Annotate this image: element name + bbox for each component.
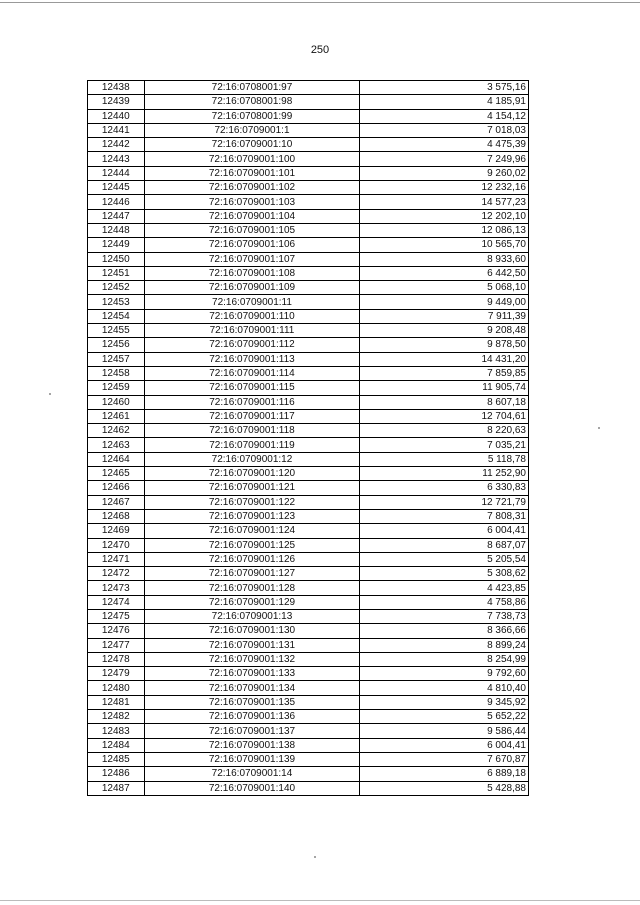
cadastral-number-cell: 72:16:0709001:134 (144, 681, 360, 695)
cadastral-number-cell: 72:16:0709001:105 (144, 223, 360, 237)
value-cell: 5 118,78 (360, 452, 529, 466)
value-cell: 9 586,44 (360, 724, 529, 738)
value-cell: 11 252,90 (360, 467, 529, 481)
table-body (88, 81, 529, 796)
row-number-cell: 12442 (88, 138, 145, 152)
cadastral-number-cell: 72:16:0709001:1 (144, 123, 360, 137)
table-row (88, 295, 529, 309)
row-number-cell: 12485 (88, 752, 145, 766)
cadastral-number-cell: 72:16:0709001:104 (144, 209, 360, 223)
row-number-cell: 12469 (88, 524, 145, 538)
table-row (88, 252, 529, 266)
row-number-cell: 12476 (88, 624, 145, 638)
row-number-cell: 12463 (88, 438, 145, 452)
value-cell: 8 366,66 (360, 624, 529, 638)
table-row (88, 395, 529, 409)
cadastral-number-cell: 72:16:0709001:114 (144, 366, 360, 380)
value-cell: 4 475,39 (360, 138, 529, 152)
cadastral-number-cell: 72:16:0709001:136 (144, 710, 360, 724)
cadastral-number-cell: 72:16:0709001:11 (144, 295, 360, 309)
table-row (88, 481, 529, 495)
table-row (88, 695, 529, 709)
row-number-cell: 12448 (88, 223, 145, 237)
value-cell: 5 652,22 (360, 710, 529, 724)
cadastral-number-cell: 72:16:0709001:12 (144, 452, 360, 466)
value-cell: 8 220,63 (360, 424, 529, 438)
value-cell: 8 899,24 (360, 638, 529, 652)
value-cell: 7 859,85 (360, 366, 529, 380)
row-number-cell: 12464 (88, 452, 145, 466)
table-row (88, 710, 529, 724)
value-cell: 14 577,23 (360, 195, 529, 209)
row-number-cell: 12440 (88, 109, 145, 123)
row-number-cell: 12455 (88, 324, 145, 338)
value-cell: 12 721,79 (360, 495, 529, 509)
row-number-cell: 12480 (88, 681, 145, 695)
value-cell: 9 449,00 (360, 295, 529, 309)
row-number-cell: 12443 (88, 152, 145, 166)
row-number-cell: 12465 (88, 467, 145, 481)
cadastral-number-cell: 72:16:0709001:126 (144, 552, 360, 566)
table-row (88, 638, 529, 652)
value-cell: 14 431,20 (360, 352, 529, 366)
row-number-cell: 12481 (88, 695, 145, 709)
value-cell: 7 018,03 (360, 123, 529, 137)
row-number-cell: 12450 (88, 252, 145, 266)
table-row (88, 767, 529, 781)
table-row (88, 738, 529, 752)
table-row (88, 438, 529, 452)
cadastral-number-cell: 72:16:0709001:103 (144, 195, 360, 209)
cadastral-number-cell: 72:16:0709001:137 (144, 724, 360, 738)
table-row (88, 238, 529, 252)
row-number-cell: 12445 (88, 181, 145, 195)
scan-speck (49, 393, 51, 395)
row-number-cell: 12487 (88, 781, 145, 795)
row-number-cell: 12449 (88, 238, 145, 252)
value-cell: 4 758,86 (360, 595, 529, 609)
value-cell: 12 704,61 (360, 409, 529, 423)
table-row (88, 681, 529, 695)
cadastral-number-cell: 72:16:0709001:110 (144, 309, 360, 323)
table-row (88, 338, 529, 352)
value-cell: 8 933,60 (360, 252, 529, 266)
row-number-cell: 12452 (88, 281, 145, 295)
row-number-cell: 12472 (88, 567, 145, 581)
table-row (88, 552, 529, 566)
cadastral-number-cell: 72:16:0709001:121 (144, 481, 360, 495)
row-number-cell: 12471 (88, 552, 145, 566)
table-row (88, 152, 529, 166)
table-row (88, 581, 529, 595)
row-number-cell: 12457 (88, 352, 145, 366)
page-top-rule (0, 2, 640, 3)
row-number-cell: 12446 (88, 195, 145, 209)
value-cell: 7 249,96 (360, 152, 529, 166)
value-cell: 6 442,50 (360, 266, 529, 280)
value-cell: 7 035,21 (360, 438, 529, 452)
table-row (88, 538, 529, 552)
value-cell: 7 670,87 (360, 752, 529, 766)
row-number-cell: 12474 (88, 595, 145, 609)
table-row (88, 524, 529, 538)
row-number-cell: 12473 (88, 581, 145, 595)
scan-speck (598, 427, 600, 429)
row-number-cell: 12479 (88, 667, 145, 681)
cadastral-number-cell: 72:16:0709001:10 (144, 138, 360, 152)
table-row (88, 109, 529, 123)
cadastral-number-cell: 72:16:0709001:130 (144, 624, 360, 638)
cadastral-number-cell: 72:16:0709001:108 (144, 266, 360, 280)
cadastral-number-cell: 72:16:0709001:117 (144, 409, 360, 423)
table-row (88, 424, 529, 438)
table-row (88, 223, 529, 237)
table-row (88, 781, 529, 795)
cadastral-number-cell: 72:16:0709001:119 (144, 438, 360, 452)
value-cell: 4 810,40 (360, 681, 529, 695)
cadastral-number-cell: 72:16:0708001:98 (144, 95, 360, 109)
cadastral-number-cell: 72:16:0709001:132 (144, 652, 360, 666)
cadastral-number-cell: 72:16:0709001:125 (144, 538, 360, 552)
row-number-cell: 12466 (88, 481, 145, 495)
table-row (88, 452, 529, 466)
value-cell: 9 878,50 (360, 338, 529, 352)
cadastral-number-cell: 72:16:0708001:97 (144, 81, 360, 95)
cadastral-number-cell: 72:16:0709001:133 (144, 667, 360, 681)
row-number-cell: 12456 (88, 338, 145, 352)
row-number-cell: 12441 (88, 123, 145, 137)
table-row (88, 352, 529, 366)
page-number: 250 (310, 44, 330, 56)
row-number-cell: 12478 (88, 652, 145, 666)
table-row (88, 181, 529, 195)
row-number-cell: 12447 (88, 209, 145, 223)
table-row (88, 567, 529, 581)
value-cell: 8 254,99 (360, 652, 529, 666)
table-row (88, 495, 529, 509)
cadastral-number-cell: 72:16:0709001:124 (144, 524, 360, 538)
row-number-cell: 12454 (88, 309, 145, 323)
value-cell: 12 202,10 (360, 209, 529, 223)
table-row (88, 324, 529, 338)
table-row (88, 667, 529, 681)
value-cell: 6 004,41 (360, 524, 529, 538)
table-row (88, 366, 529, 380)
row-number-cell: 12462 (88, 424, 145, 438)
cadastral-number-cell: 72:16:0709001:113 (144, 352, 360, 366)
table-row (88, 752, 529, 766)
value-cell: 7 911,39 (360, 309, 529, 323)
cadastral-number-cell: 72:16:0709001:116 (144, 395, 360, 409)
table-row (88, 467, 529, 481)
table-row (88, 609, 529, 623)
scan-speck (314, 856, 316, 858)
cadastral-number-cell: 72:16:0708001:99 (144, 109, 360, 123)
row-number-cell: 12470 (88, 538, 145, 552)
cadastral-number-cell: 72:16:0709001:129 (144, 595, 360, 609)
value-cell: 8 687,07 (360, 538, 529, 552)
row-number-cell: 12439 (88, 95, 145, 109)
table-row (88, 509, 529, 523)
row-number-cell: 12467 (88, 495, 145, 509)
row-number-cell: 12475 (88, 609, 145, 623)
cadastral-number-cell: 72:16:0709001:109 (144, 281, 360, 295)
value-cell: 6 889,18 (360, 767, 529, 781)
cadastral-number-cell: 72:16:0709001:101 (144, 166, 360, 180)
row-number-cell: 12461 (88, 409, 145, 423)
value-cell: 6 330,83 (360, 481, 529, 495)
table-row (88, 652, 529, 666)
parcel-value-table (87, 80, 529, 796)
table-row (88, 166, 529, 180)
value-cell: 9 345,92 (360, 695, 529, 709)
row-number-cell: 12486 (88, 767, 145, 781)
row-number-cell: 12444 (88, 166, 145, 180)
row-number-cell: 12438 (88, 81, 145, 95)
value-cell: 3 575,16 (360, 81, 529, 95)
table-row (88, 195, 529, 209)
cadastral-number-cell: 72:16:0709001:111 (144, 324, 360, 338)
cadastral-number-cell: 72:16:0709001:100 (144, 152, 360, 166)
table-row (88, 595, 529, 609)
row-number-cell: 12477 (88, 638, 145, 652)
cadastral-number-cell: 72:16:0709001:13 (144, 609, 360, 623)
value-cell: 4 185,91 (360, 95, 529, 109)
cadastral-number-cell: 72:16:0709001:128 (144, 581, 360, 595)
cadastral-number-cell: 72:16:0709001:123 (144, 509, 360, 523)
value-cell: 9 208,48 (360, 324, 529, 338)
table-row (88, 309, 529, 323)
row-number-cell: 12484 (88, 738, 145, 752)
table-row (88, 95, 529, 109)
value-cell: 10 565,70 (360, 238, 529, 252)
page-bottom-rule (0, 900, 640, 901)
row-number-cell: 12451 (88, 266, 145, 280)
cadastral-number-cell: 72:16:0709001:139 (144, 752, 360, 766)
value-cell: 4 423,85 (360, 581, 529, 595)
table-row (88, 266, 529, 280)
value-cell: 11 905,74 (360, 381, 529, 395)
cadastral-number-cell: 72:16:0709001:127 (144, 567, 360, 581)
table-row (88, 209, 529, 223)
cadastral-number-cell: 72:16:0709001:112 (144, 338, 360, 352)
value-cell: 7 738,73 (360, 609, 529, 623)
cadastral-number-cell: 72:16:0709001:140 (144, 781, 360, 795)
row-number-cell: 12458 (88, 366, 145, 380)
value-cell: 7 808,31 (360, 509, 529, 523)
table-row (88, 624, 529, 638)
cadastral-number-cell: 72:16:0709001:14 (144, 767, 360, 781)
cadastral-number-cell: 72:16:0709001:106 (144, 238, 360, 252)
row-number-cell: 12483 (88, 724, 145, 738)
value-cell: 12 086,13 (360, 223, 529, 237)
value-cell: 12 232,16 (360, 181, 529, 195)
table-row (88, 281, 529, 295)
cadastral-number-cell: 72:16:0709001:118 (144, 424, 360, 438)
value-cell: 4 154,12 (360, 109, 529, 123)
value-cell: 5 308,62 (360, 567, 529, 581)
table-row (88, 123, 529, 137)
cadastral-number-cell: 72:16:0709001:131 (144, 638, 360, 652)
cadastral-number-cell: 72:16:0709001:115 (144, 381, 360, 395)
cadastral-number-cell: 72:16:0709001:102 (144, 181, 360, 195)
value-cell: 5 428,88 (360, 781, 529, 795)
row-number-cell: 12459 (88, 381, 145, 395)
row-number-cell: 12468 (88, 509, 145, 523)
row-number-cell: 12460 (88, 395, 145, 409)
row-number-cell: 12482 (88, 710, 145, 724)
value-cell: 6 004,41 (360, 738, 529, 752)
cadastral-number-cell: 72:16:0709001:138 (144, 738, 360, 752)
table-row (88, 81, 529, 95)
table-row (88, 138, 529, 152)
cadastral-number-cell: 72:16:0709001:135 (144, 695, 360, 709)
value-cell: 9 260,02 (360, 166, 529, 180)
row-number-cell: 12453 (88, 295, 145, 309)
cadastral-number-cell: 72:16:0709001:107 (144, 252, 360, 266)
value-cell: 9 792,60 (360, 667, 529, 681)
table-row (88, 381, 529, 395)
value-cell: 5 205,54 (360, 552, 529, 566)
cadastral-number-cell: 72:16:0709001:120 (144, 467, 360, 481)
table-row (88, 724, 529, 738)
value-cell: 5 068,10 (360, 281, 529, 295)
cadastral-number-cell: 72:16:0709001:122 (144, 495, 360, 509)
value-cell: 8 607,18 (360, 395, 529, 409)
table-row (88, 409, 529, 423)
